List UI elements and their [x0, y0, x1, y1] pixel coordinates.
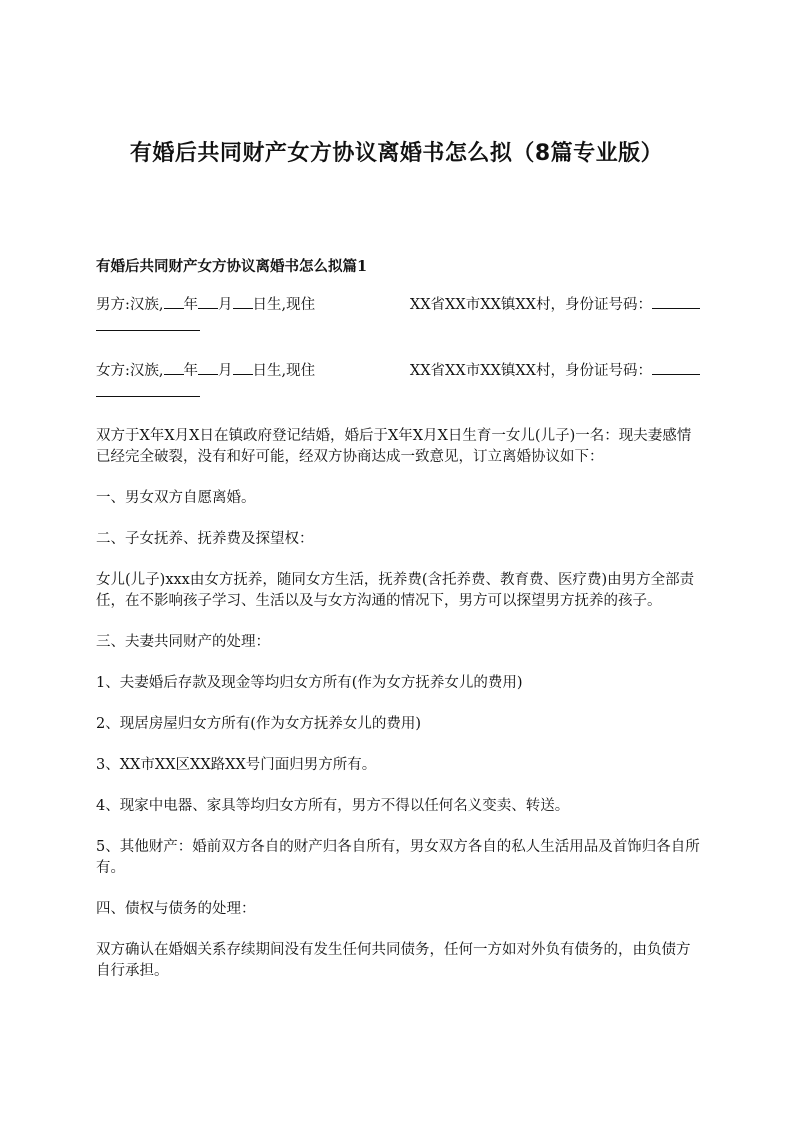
paragraph: 双方确认在婚姻关系存续期间没有发生任何共同债务，任何一方如对外负有债务的，由负债方自行承担。	[96, 942, 691, 979]
document-body	[96, 256, 700, 1002]
woman-address: XX省XX市XX镇XX村，身份证号码：	[409, 363, 652, 379]
paragraph: 4、现家中电器、家具等均归女方所有，男方不得以任何名义变卖、转送。	[96, 798, 570, 814]
paragraph: 女儿(儿子)xxx由女方抚养，随同女方生活，抚养费(含托养费、教育费、医疗费)由男方全部责任，在不影响孩子学习、生活以及与女方沟通的情况下，男方可以探望男方抚养的孩子。	[96, 572, 695, 609]
blank-field	[198, 294, 218, 309]
blank-field	[164, 294, 184, 309]
section-heading: 有婚后共同财产女方协议离婚书怎么拟篇1	[96, 258, 368, 275]
man-party-line	[96, 294, 700, 338]
paragraph: 四、债权与债务的处理：	[96, 901, 256, 917]
blank-field	[164, 360, 184, 375]
blank-field	[96, 382, 200, 397]
woman-prefix: 女方:汉族,	[96, 363, 164, 379]
blank-field	[96, 316, 200, 331]
paragraph: 一、男女双方自愿离婚。	[96, 490, 256, 506]
blank-field	[233, 294, 253, 309]
blank-field	[198, 360, 218, 375]
blank-field	[233, 360, 253, 375]
document-title: 有婚后共同财产女方协议离婚书怎么拟（8篇专业版）	[129, 141, 664, 166]
man-prefix: 男方:汉族,	[96, 297, 164, 313]
paragraph: 5、其他财产：婚前双方各自的财产归各自所有，男女双方各自的私人生活用品及首饰归各自所有。	[96, 839, 700, 876]
paragraph: 双方于X年X月X日在镇政府登记结婚，婚后于X年X月X日生育一女儿(儿子)一名：现夫妻感情已经完全破裂，没有和好可能，经双方协商达成一致意见，订立离婚协议如下：	[96, 428, 692, 465]
man-year-label: 年	[183, 297, 198, 313]
woman-day-live-label: 日生,现住	[252, 363, 316, 379]
blank-field	[652, 360, 700, 375]
paragraph: 2、现居房屋归女方所有(作为女方抚养女儿的费用)	[96, 716, 422, 732]
woman-month-label: 月	[218, 363, 233, 379]
paragraph: 三、夫妻共同财产的处理：	[96, 634, 270, 650]
blank-field	[652, 294, 700, 309]
man-day-live-label: 日生,现住	[252, 297, 316, 313]
man-address: XX省XX市XX镇XX村，身份证号码：	[409, 297, 652, 313]
man-month-label: 月	[218, 297, 233, 313]
woman-year-label: 年	[183, 363, 198, 379]
paragraph: 3、XX市XX区XX路XX号门面归男方所有。	[96, 757, 377, 773]
paragraph: 1、夫妻婚后存款及现金等均归女方所有(作为女方抚养女儿的费用)	[96, 675, 523, 691]
paragraph: 二、子女抚养、抚养费及探望权：	[96, 531, 314, 547]
woman-party-line	[96, 360, 700, 404]
